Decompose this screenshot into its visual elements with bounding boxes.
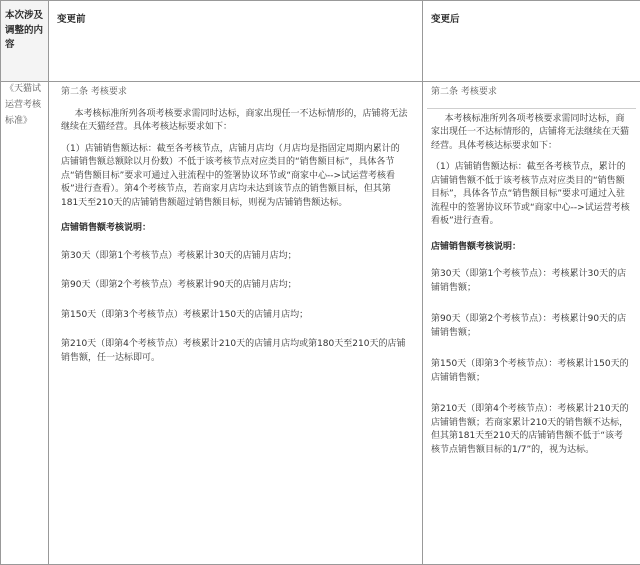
before-node-2: 第90天（即第2个考核节点）考核累计90天的店铺月店均；: [61, 279, 408, 293]
before-cell: [49, 82, 423, 565]
header-scope-cell: 本次涉及调整的内容: [1, 1, 49, 82]
after-node-4: 第210天（即第4个考核节点）：考核累计210天的店铺销售额；若商家累计210天的销售额不达标，但其第181天至210天的店铺销售额不低于“该考核节点销售额目标的1/7”的，视为达标。: [431, 403, 630, 457]
row-label-cell: 《天猫试运营考核标准》: [1, 82, 49, 565]
before-node-3: 第150天（即第3个考核节点）考核累计150天的店铺月店均；: [61, 309, 408, 323]
before-node-4: 第210天（即第4个考核节点）考核累计210天的店铺月店均或第180天至210天的店铺销售额，任一达标即可。: [61, 338, 408, 365]
after-article-title: 第二条 考核要求: [431, 86, 630, 100]
after-intro: 本考核标准所列各项考核要求需同时达标，商家出现任一不达标情形的，店铺将无法继续在天猫经营。具体考核达标要求如下：: [431, 113, 630, 154]
content-row: [1, 82, 640, 565]
header-after-cell: 变更后: [423, 1, 640, 82]
header-before-cell: 变更前: [49, 1, 423, 82]
after-item-1: （1）店铺销售额达标：截至各考核节点，累计的店铺销售额不低于该考核节点对应类目的“销售额目标”，具体各节点“销售额目标”要求可通过入驻流程中的签署协议环节或“商家中心-->试运营考核看板”进行查看。: [431, 161, 630, 229]
before-intro: 本考核标准所列各项考核要求需同时达标，商家出现任一不达标情形的，店铺将无法继续在天猫经营。具体考核达标要求如下：: [61, 108, 408, 135]
before-node-1: 第30天（即第1个考核节点）考核累计30天的店铺月店均；: [61, 250, 408, 264]
after-node-1: 第30天（即第1个考核节点）：考核累计30天的店铺销售额；: [431, 268, 630, 295]
after-node-2: 第90天（即第2个考核节点）：考核累计90天的店铺销售额；: [431, 313, 630, 340]
before-item-1: （1）店铺销售额达标：截至各考核节点，店铺月店均（月店均是指固定周期内累计的店铺销售额总额除以月份数）不低于该考核节点对应类目的“销售额目标”，具体各节点“销售额目标”要求可通过入驻流程中的签署协议环节或“商家中心-->试运营考核看板”进行查看）。第4个考核节点，若商家月店均未达到该节点的销售额目标，但其第181天至210天的店铺销售额超过销售额目标，则视为店铺销售额达标。: [61, 143, 408, 211]
after-explain-title: 店铺销售额考核说明：: [431, 241, 630, 255]
before-article-title: 第二条 考核要求: [61, 86, 408, 100]
header-row: [1, 1, 640, 82]
after-node-3: 第150天（即第3个考核节点）：考核累计150天的店铺销售额；: [431, 358, 630, 385]
divider: [427, 108, 636, 109]
after-cell: [423, 82, 640, 565]
before-explain-title: 店铺销售额考核说明：: [61, 222, 408, 236]
